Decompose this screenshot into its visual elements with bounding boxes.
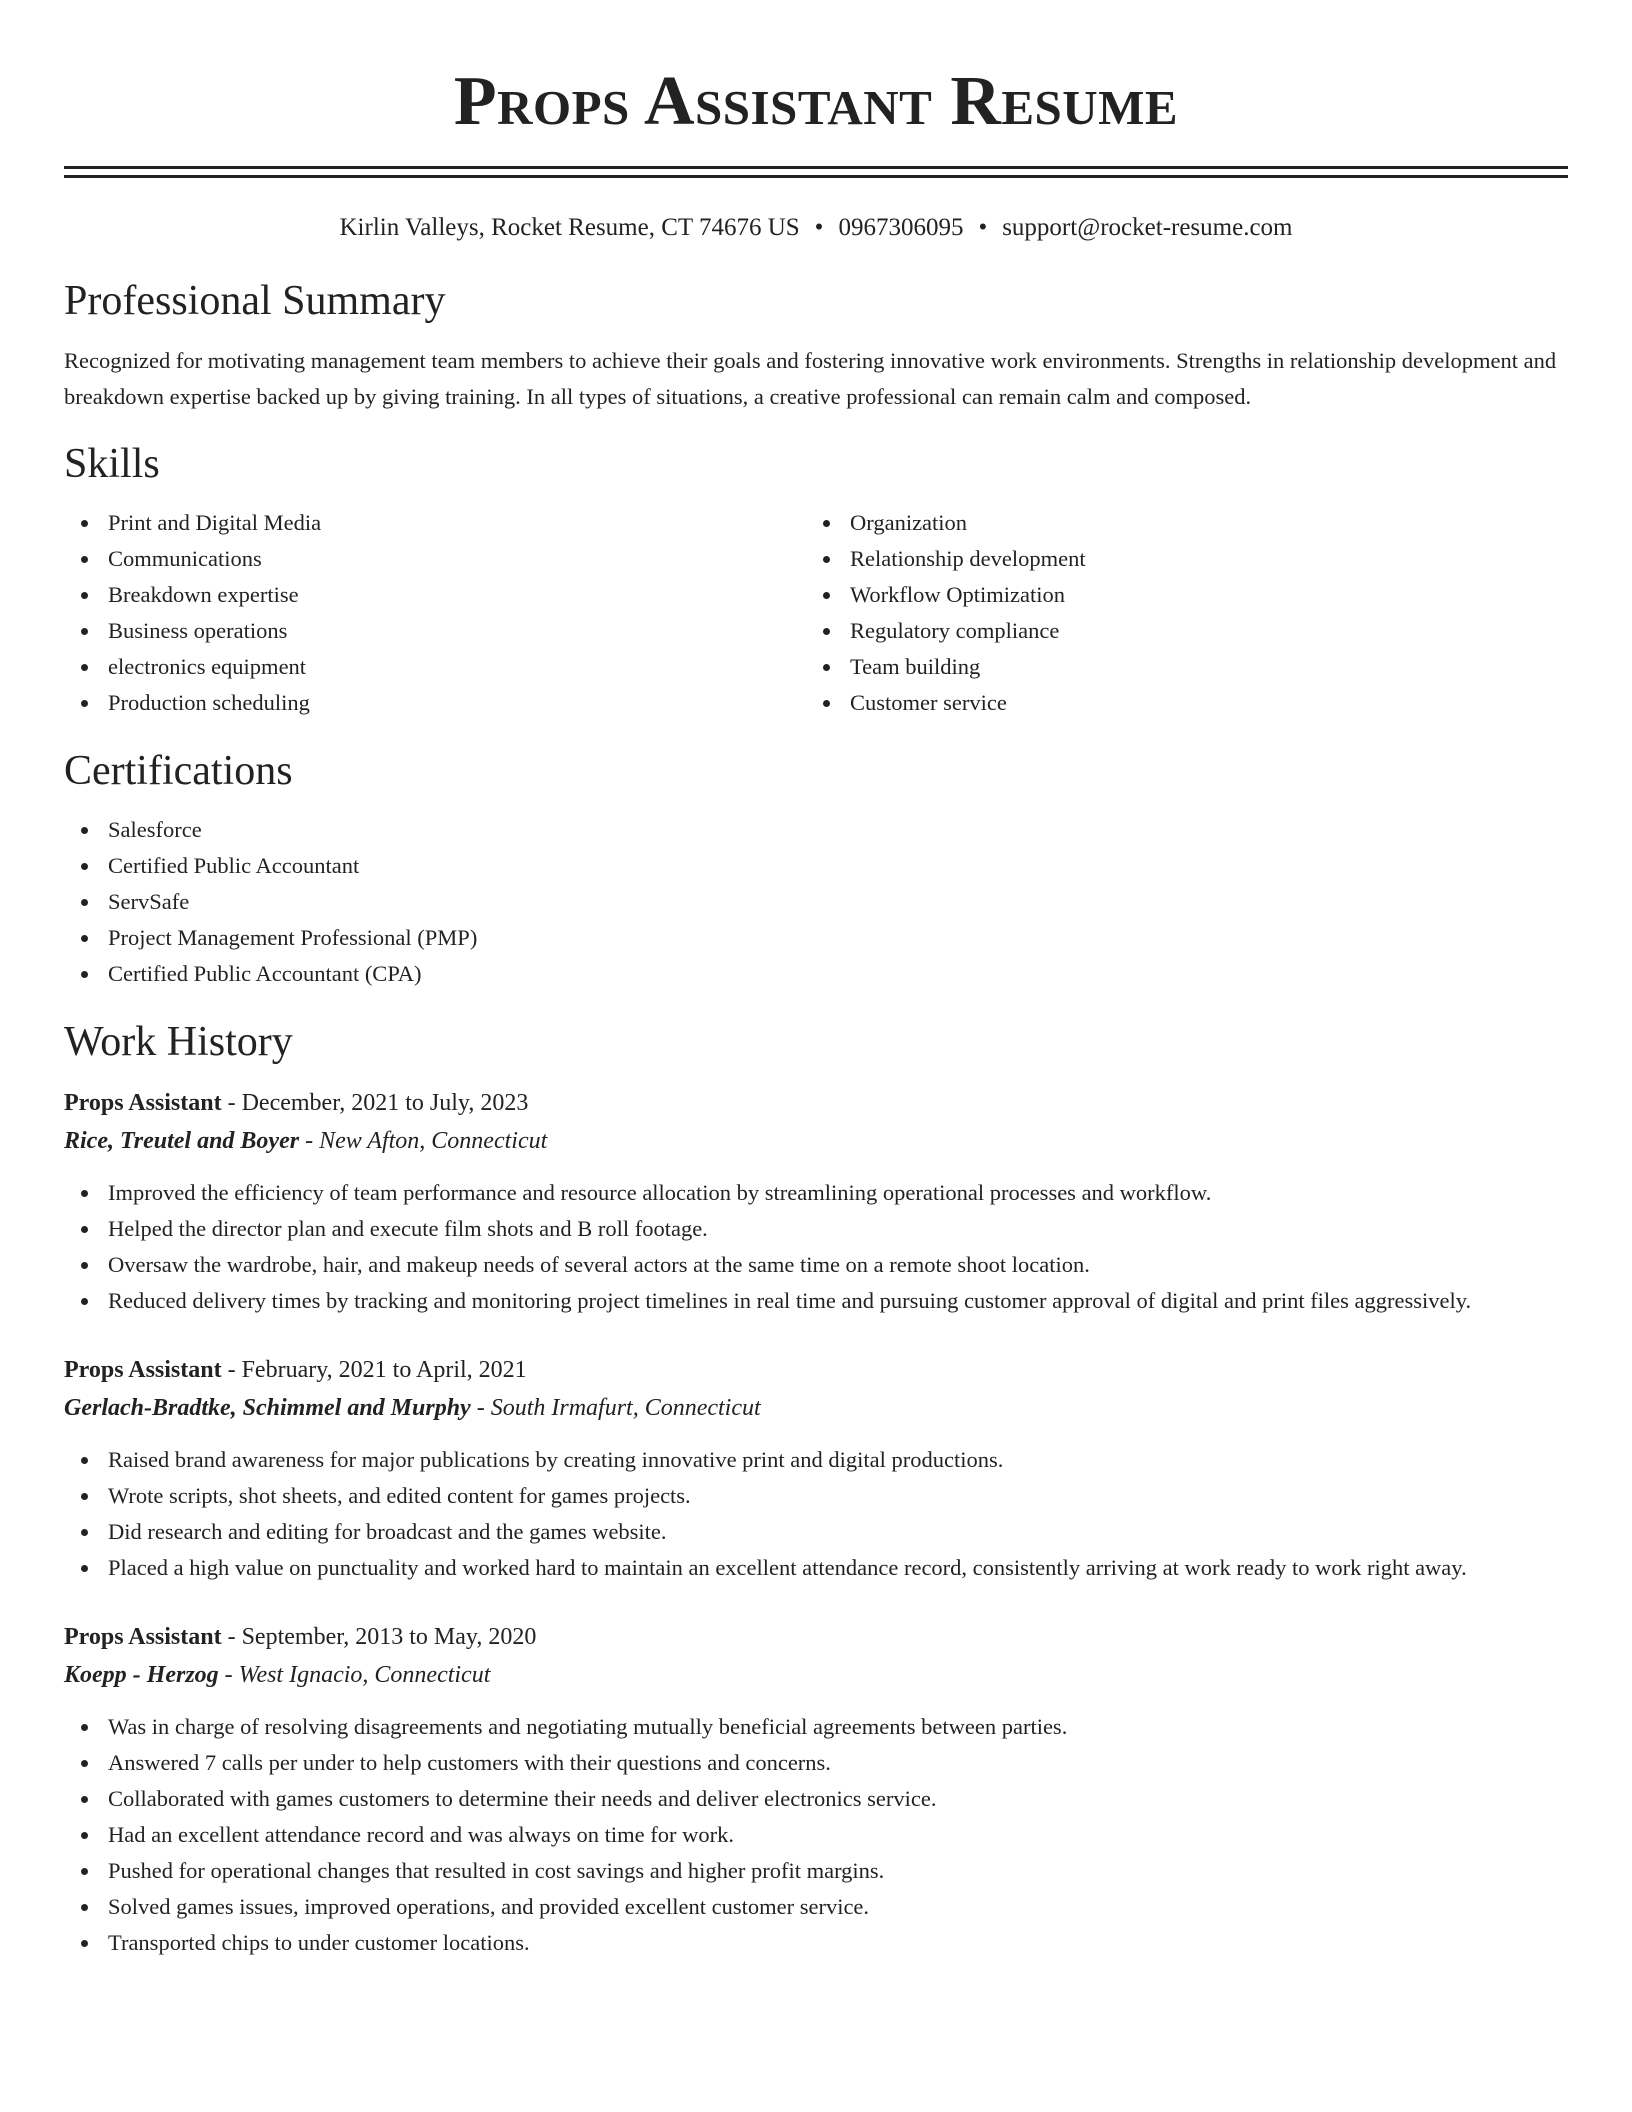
skill-item: Workflow Optimization (806, 577, 1548, 613)
contact-email: support@rocket-resume.com (1002, 214, 1293, 241)
job-location: - New Afton, Connecticut (299, 1128, 548, 1154)
job-company: Rice, Treutel and Boyer (64, 1128, 300, 1154)
job-company-line (64, 1389, 1568, 1427)
skill-item: Organization (806, 505, 1548, 541)
summary-text: Recognized for motivating management team members to achieve their goals and fostering innovative work environments. Strengths in relationship development and breakdown expertise backed up by giving training. In all types of situations, a creative professional can remain calm and composed. (64, 348, 1557, 409)
job-bullet: Improved the efficiency of team performance and resource allocation by streamlining operational processes and workflow. (64, 1175, 1568, 1211)
job-bullet: Raised brand awareness for major publications by creating innovative print and digital productions. (64, 1442, 1568, 1478)
job-header (64, 1084, 1568, 1122)
job-bullet: Was in charge of resolving disagreements and negotiating mutually beneficial agreements between parties. (64, 1709, 1568, 1745)
title-divider-thin (64, 175, 1568, 178)
job-entry (64, 1351, 1568, 1586)
skill-item: Breakdown expertise (64, 577, 806, 613)
skills-heading: Skills (64, 441, 160, 487)
job-bullet: Placed a high value on punctuality and worked hard to maintain an excellent attendance record, consistently arriving at work ready to work right away. (64, 1550, 1568, 1586)
certification-item: ServSafe (64, 884, 1568, 920)
skill-item: Production scheduling (64, 685, 806, 721)
job-dates: - December, 2021 to July, 2023 (221, 1090, 529, 1116)
summary-heading: Professional Summary (64, 278, 446, 324)
resume-title: Props Assistant Resume (453, 63, 1179, 140)
contact-address: Kirlin Valleys, Rocket Resume, CT 74676 US (339, 214, 800, 241)
job-bullets (64, 1175, 1568, 1319)
skill-item: Business operations (64, 613, 806, 649)
job-header (64, 1618, 1568, 1656)
job-entry (64, 1618, 1568, 1961)
certification-item: Project Management Professional (PMP) (64, 920, 1568, 956)
contact-phone: 0967306095 (838, 214, 964, 241)
job-location: - West Ignacio, Connecticut (218, 1662, 491, 1688)
skill-item: Relationship development (806, 541, 1548, 577)
certification-item: Salesforce (64, 812, 1568, 848)
skill-item: Print and Digital Media (64, 505, 806, 541)
job-company-line (64, 1656, 1568, 1694)
skills-list (64, 505, 1568, 721)
job-bullet: Transported chips to under customer locations. (64, 1925, 1568, 1961)
job-bullet: Answered 7 calls per under to help customers with their questions and concerns. (64, 1745, 1568, 1781)
contact-separator: • (978, 214, 988, 241)
work-history-heading: Work History (64, 1019, 293, 1065)
job-bullet: Solved games issues, improved operations, and provided excellent customer service. (64, 1889, 1568, 1925)
job-bullet: Did research and editing for broadcast and the games website. (64, 1514, 1568, 1550)
job-location: - South Irmafurt, Connecticut (470, 1395, 761, 1421)
job-bullet: Reduced delivery times by tracking and monitoring project timelines in real time and pursuing customer approval of digital and print files aggressively. (64, 1283, 1568, 1319)
job-bullet: Wrote scripts, shot sheets, and edited content for games projects. (64, 1478, 1568, 1514)
job-bullet: Pushed for operational changes that resulted in cost savings and higher profit margins. (64, 1853, 1568, 1889)
skill-item: Customer service (806, 685, 1548, 721)
certification-item: Certified Public Accountant (CPA) (64, 956, 1568, 992)
job-dates: - February, 2021 to April, 2021 (221, 1357, 527, 1383)
job-bullet: Oversaw the wardrobe, hair, and makeup needs of several actors at the same time on a remote shoot location. (64, 1247, 1568, 1283)
job-dates: - September, 2013 to May, 2020 (221, 1624, 537, 1650)
skill-item: electronics equipment (64, 649, 806, 685)
contact-separator: • (814, 214, 824, 241)
certification-item: Certified Public Accountant (64, 848, 1568, 884)
job-bullets (64, 1442, 1568, 1586)
job-entry (64, 1084, 1568, 1319)
skill-item: Team building (806, 649, 1548, 685)
job-company-line (64, 1122, 1568, 1160)
skill-item: Regulatory compliance (806, 613, 1548, 649)
job-role: Props Assistant (64, 1357, 222, 1383)
title-divider-thick (64, 166, 1568, 169)
job-header (64, 1351, 1568, 1389)
resume-page (64, 0, 1568, 1961)
job-bullet: Collaborated with games customers to determine their needs and deliver electronics service. (64, 1781, 1568, 1817)
skills-column-left (64, 505, 806, 721)
job-bullets (64, 1709, 1568, 1961)
job-role: Props Assistant (64, 1090, 222, 1116)
contact-line (64, 212, 1568, 244)
certifications-list (64, 812, 1568, 992)
job-company: Gerlach-Bradtke, Schimmel and Murphy (64, 1395, 471, 1421)
skill-item: Communications (64, 541, 806, 577)
job-company: Koepp - Herzog (64, 1662, 219, 1688)
job-bullet: Had an excellent attendance record and was always on time for work. (64, 1817, 1568, 1853)
certifications-heading: Certifications (64, 748, 293, 794)
job-bullet: Helped the director plan and execute film shots and B roll footage. (64, 1211, 1568, 1247)
skills-column-right (806, 505, 1548, 721)
job-role: Props Assistant (64, 1624, 222, 1650)
